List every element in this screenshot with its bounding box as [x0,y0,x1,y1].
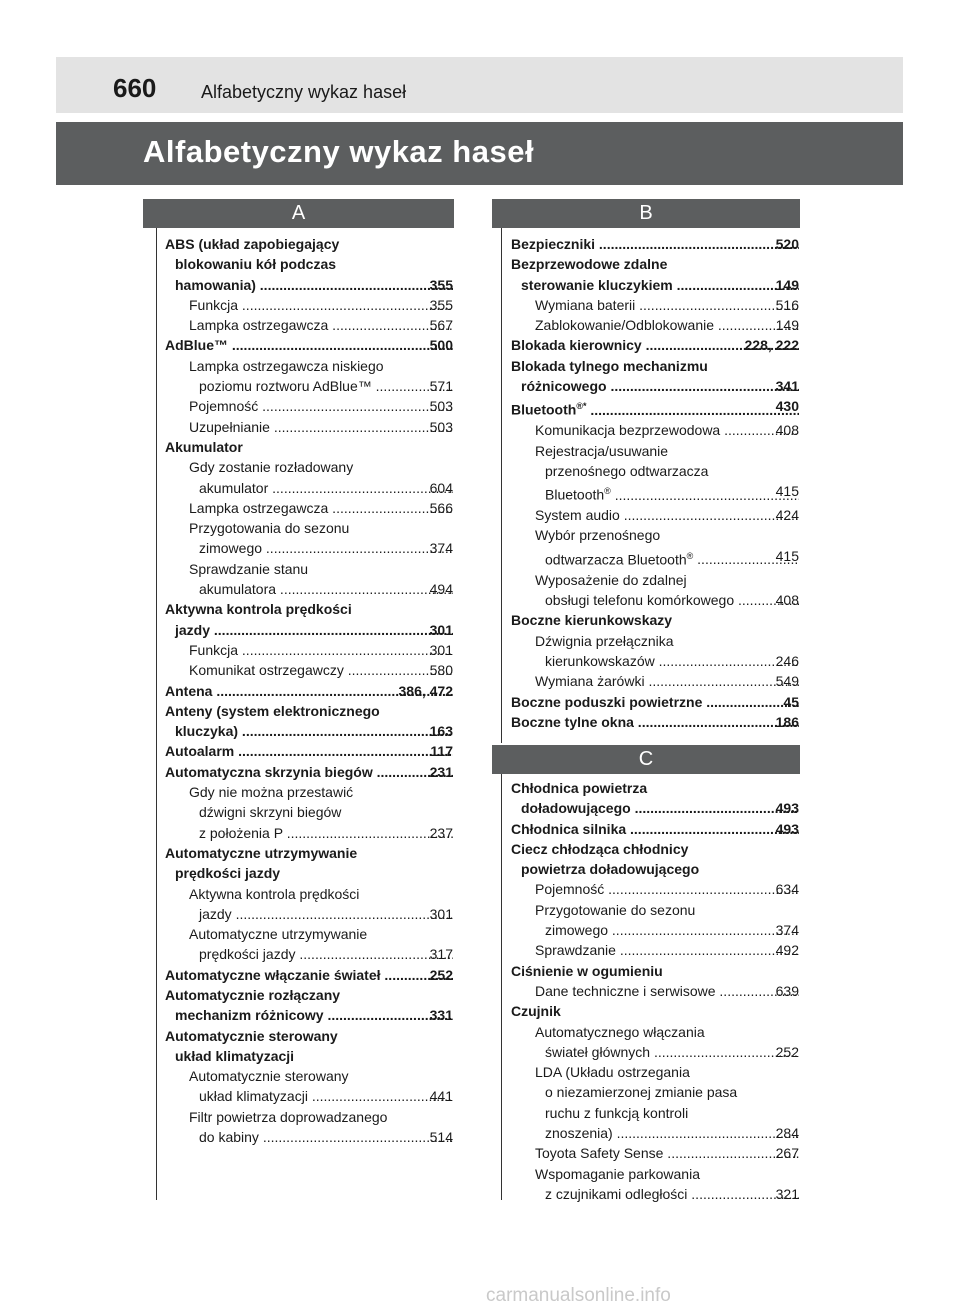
entry-page: 301 [429,620,453,640]
index-entry [511,254,799,274]
index-entry [165,599,453,619]
entry-term: Zablokowanie/Odblokowanie [535,317,714,334]
entry-list-a [165,234,453,1147]
entry-term: Blokada tylnego mechanizmu [511,357,708,374]
entry-term: Dźwignia przełącznika [535,632,674,649]
index-entry [511,981,799,1001]
index-entry [511,879,799,899]
entry-page: 503 [429,417,453,437]
index-entry [165,1127,453,1147]
entry-term: Wyposażenie do zdalnej [535,571,687,588]
entry-term: Wymiana żarówki [535,673,645,690]
header-bar [56,57,903,113]
index-entry [511,505,799,525]
index-entry [511,1022,799,1042]
entry-term: Pojemność [535,881,605,898]
entry-term: jazdy [199,905,232,922]
entry-page: 493 [775,819,799,839]
index-entry [165,335,453,355]
index-entry [165,538,453,558]
entry-term: Autoalarm [165,743,235,760]
entry-term: hamowania) [175,276,256,293]
entry-term: mechanizm różnicowy [175,1007,324,1024]
entry-page: 228, 222 [744,335,800,355]
index-entry [511,1082,799,1102]
entry-term: Bluetooth [511,402,577,419]
index-entry [165,275,453,295]
index-entry [511,1042,799,1062]
entry-term: ruchu z funkcją kontroli [545,1104,689,1121]
entry-page: 566 [429,498,453,518]
index-entry [511,1143,799,1163]
section-header-b: B [492,199,800,228]
index-entry [511,1184,799,1204]
entry-term: Boczne kierunkowskazy [511,612,673,629]
entry-term: Bezprzewodowe zdalne [511,256,668,273]
index-entry [511,461,799,481]
entry-term: Sprawdzanie stanu [189,560,309,577]
entry-term: obsługi telefonu komórkowego [545,592,735,609]
entry-term: do kabiny [199,1129,259,1146]
entry-term: LDA (Układu ostrzegania [535,1064,690,1081]
index-entry [165,640,453,660]
entry-term: ABS (układ zapobiegający [165,236,340,252]
entry-term: Komunikat ostrzegawczy [189,662,344,679]
entry-page: 604 [429,478,453,498]
entry-term: Chłodnica silnika [511,820,627,837]
entry-page: 355 [429,295,453,315]
section-header-c: C [492,745,800,774]
index-entry [165,762,453,782]
entry-page: 639 [775,981,799,1001]
entry-page: 503 [429,396,453,416]
entry-page: 520 [775,234,799,254]
entry-page: 571 [429,376,453,396]
entry-term: akumulator [199,479,269,496]
index-entry [165,741,453,761]
index-entry [511,295,799,315]
index-entry [165,254,453,274]
entry-page: 492 [775,940,799,960]
index-entry [511,610,799,630]
entry-page: 284 [775,1123,799,1143]
entry-page: 441 [429,1086,453,1106]
entry-term: Automatyczne utrzymywanie [189,926,368,943]
entry-page: 408 [775,420,799,440]
column-rule-c [501,774,502,1200]
entry-page: 252 [775,1042,799,1062]
index-entry [165,579,453,599]
entry-term: Przygotowania do sezonu [189,520,350,537]
entry-page: 341 [775,376,799,396]
entry-superscript: ® [604,486,611,497]
index-entry [165,944,453,964]
entry-page: 317 [429,944,453,964]
entry-term: Funkcja [189,641,239,658]
entry-list-b [511,234,799,732]
entry-term: Bezpieczniki [511,236,596,252]
index-entry [511,441,799,461]
entry-term: znoszenia) [545,1125,613,1142]
entry-term: prędkości jazdy [175,865,281,882]
entry-term: Toyota Safety Sense [535,1145,664,1162]
entry-term: Boczne poduszki powietrzne [511,693,703,710]
entry-term: Przygotowanie do sezonu [535,901,696,918]
index-entry [511,570,799,590]
index-entry [511,1062,799,1082]
index-entry [165,782,453,802]
index-entry [165,620,453,640]
index-entry [165,478,453,498]
entry-page: 252 [429,965,453,985]
entry-term: układ klimatyzacji [175,1047,295,1064]
index-entry [165,1066,453,1086]
entry-term: powietrza doładowującego [521,861,700,878]
entry-page: 301 [429,640,453,660]
entry-term: Automatyczne włączanie świateł [165,966,381,983]
entry-term: Lampka ostrzegawcza [189,499,329,516]
index-entry [511,376,799,396]
index-entry [511,859,799,879]
entry-page: 580 [429,660,453,680]
index-entry [511,798,799,818]
index-entry [511,651,799,671]
index-entry [511,712,799,732]
entry-term: Automatycznie rozłączany [165,986,341,1003]
entry-page: 424 [775,505,799,525]
index-entry [511,778,799,798]
index-entry [165,518,453,538]
watermark: carmanualsonline.info [486,1285,671,1306]
index-entry [165,295,453,315]
entry-term: Blokada kierownicy [511,337,642,354]
entry-page: 301 [429,904,453,924]
entry-term: Akumulator [165,438,243,455]
entry-page: 231 [429,762,453,782]
entry-term: układ klimatyzacji [199,1088,308,1105]
entry-term: Automatycznie sterowany [189,1068,349,1085]
index-entry [511,315,799,335]
index-entry [165,904,453,924]
entry-term: Wspomaganie parkowania [535,1165,700,1182]
entry-superscript: ®* [576,401,587,412]
index-entry [165,843,453,863]
index-entry [511,1103,799,1123]
entry-page: 415 [775,546,799,566]
entry-term: świateł głównych [545,1043,651,1060]
column-rule-b [501,228,502,743]
index-entry [511,335,799,355]
index-entry [165,660,453,680]
index-entry [165,498,453,518]
index-entry [165,802,453,822]
index-entry [165,1026,453,1046]
entry-page: 415 [775,481,799,501]
entry-term: dźwigni skrzyni biegów [199,804,342,821]
index-entry [511,420,799,440]
entry-page: 186 [775,712,799,732]
index-entry [165,681,453,701]
entry-term: Gdy zostanie rozładowany [189,459,354,476]
index-entry [165,863,453,883]
index-entry [165,437,453,457]
index-entry [165,1005,453,1025]
entry-page: 374 [429,538,453,558]
index-entry [165,985,453,1005]
index-entry [511,631,799,651]
entry-term: akumulatora [199,581,277,598]
entry-term: Wymiana baterii [535,296,636,313]
entry-page: 514 [429,1127,453,1147]
entry-page: 386, 472 [398,681,454,701]
entry-page: 493 [775,798,799,818]
entry-page: 634 [775,879,799,899]
entry-page: 567 [429,315,453,335]
index-entry [511,396,799,420]
entry-term: Filtr powietrza doprowadzanego [189,1108,388,1125]
entry-term: o niezamierzonej zmianie pasa [545,1084,738,1101]
entry-term: zimowego [199,540,263,557]
index-entry [165,965,453,985]
entry-term: sterowanie kluczykiem [521,276,673,293]
entry-term: Uzupełnianie [189,418,270,435]
entry-term: Ciśnienie w ogumieniu [511,962,663,979]
index-entry [511,525,799,545]
entry-term: Aktywna kontrola prędkości [189,885,360,902]
index-entry [165,315,453,335]
index-entry [511,961,799,981]
entry-term: AdBlue™ [165,337,228,354]
index-entry [165,457,453,477]
page-number: 660 [113,73,157,103]
entry-page: 516 [775,295,799,315]
entry-term: Automatycznego włączania [535,1023,705,1040]
index-entry [511,546,799,570]
entry-page: 331 [429,1005,453,1025]
entry-page: 549 [775,671,799,691]
entry-page: 374 [775,920,799,940]
entry-term: Chłodnica powietrza [511,780,648,796]
index-entry [511,1123,799,1143]
entry-term: Funkcja [189,296,239,313]
index-entry [511,234,799,254]
column-rule-a [156,228,157,1200]
entry-page: 267 [775,1143,799,1163]
entry-term: Gdy nie można przestawić [189,784,354,801]
page-title: Alfabetyczny wykaz haseł [143,134,535,169]
index-entry [165,417,453,437]
entry-list-c [511,778,799,1204]
entry-term: Automatycznie sterowany [165,1027,338,1044]
index-entry [511,356,799,376]
index-entry [511,692,799,712]
entry-page: 408 [775,590,799,610]
index-entry [511,275,799,295]
index-entry [511,590,799,610]
entry-term: System audio [535,507,620,524]
index-entry [511,920,799,940]
entry-term: prędkości jazdy [199,946,296,963]
entry-page: 321 [775,1184,799,1204]
entry-term: Dane techniczne i serwisowe [535,982,716,999]
entry-term: doładowującego [521,800,631,817]
running-title: Alfabetyczny wykaz haseł [201,82,407,102]
index-entry [165,701,453,721]
entry-term: Pojemność [189,398,259,415]
index-entry [165,559,453,579]
entry-term: kierunkowskazów [545,652,655,669]
entry-term: odtwarzacza Bluetooth [545,551,687,568]
entry-page: 149 [775,275,799,295]
entry-page: 430 [775,396,799,416]
index-entry [165,234,453,254]
index-entry [165,396,453,416]
entry-term: Ciecz chłodząca chłodnicy [511,840,689,857]
entry-term: Komunikacja bezprzewodowa [535,422,721,439]
entry-page: 117 [429,741,453,761]
index-entry [165,1086,453,1106]
entry-page: 355 [429,275,453,295]
entry-term: Anteny (system elektronicznego [165,702,380,719]
index-entry [165,884,453,904]
entry-term: Antena [165,682,213,699]
entry-term: przenośnego odtwarzacza [545,462,709,479]
entry-term: z położenia P [199,824,283,841]
entry-term: różnicowego [521,378,607,395]
index-entry [165,823,453,843]
index-entry [511,1164,799,1184]
index-entry [165,356,453,376]
index-entry [511,1001,799,1021]
entry-term: Bluetooth [545,486,605,503]
entry-page: 246 [775,651,799,671]
entry-superscript: ® [686,550,694,561]
index-entry [511,671,799,691]
index-entry [511,839,799,859]
entry-term: Lampka ostrzegawcza niskiego [189,357,384,374]
entry-term: Aktywna kontrola prędkości [165,601,352,618]
entry-term: zimowego [545,922,609,939]
index-entry [165,1107,453,1127]
entry-term: Sprawdzanie [535,942,616,959]
entry-term: Rejestracja/usuwanie [535,442,669,459]
index-entry [165,721,453,741]
index-entry [511,819,799,839]
entry-term: Automatyczne utrzymywanie [165,844,358,861]
entry-term: Czujnik [511,1003,561,1020]
entry-term: poziomu roztworu AdBlue™ [199,378,372,395]
index-entry [511,940,799,960]
index-entry [511,900,799,920]
entry-term: Automatyczna skrzynia biegów [165,763,373,780]
entry-page: 494 [429,579,453,599]
index-entry [165,1046,453,1066]
entry-page: 237 [429,823,453,843]
entry-term: jazdy [175,621,211,638]
entry-term: Boczne tylne okna [511,713,634,730]
entry-term: kluczyka) [175,723,239,740]
entry-page: 163 [429,721,453,741]
entry-term: Wybór przenośnego [535,527,661,544]
entry-term: blokowaniu kół podczas [175,256,337,273]
entry-page: 149 [775,315,799,335]
entry-page: 45 [782,692,799,712]
index-entry [165,924,453,944]
entry-page: 500 [429,335,453,355]
section-header-a: A [143,199,454,228]
index-entry [511,481,799,505]
entry-term: z czujnikami odległości [545,1185,688,1202]
index-entry [165,376,453,396]
entry-term: Lampka ostrzegawcza [189,317,329,334]
